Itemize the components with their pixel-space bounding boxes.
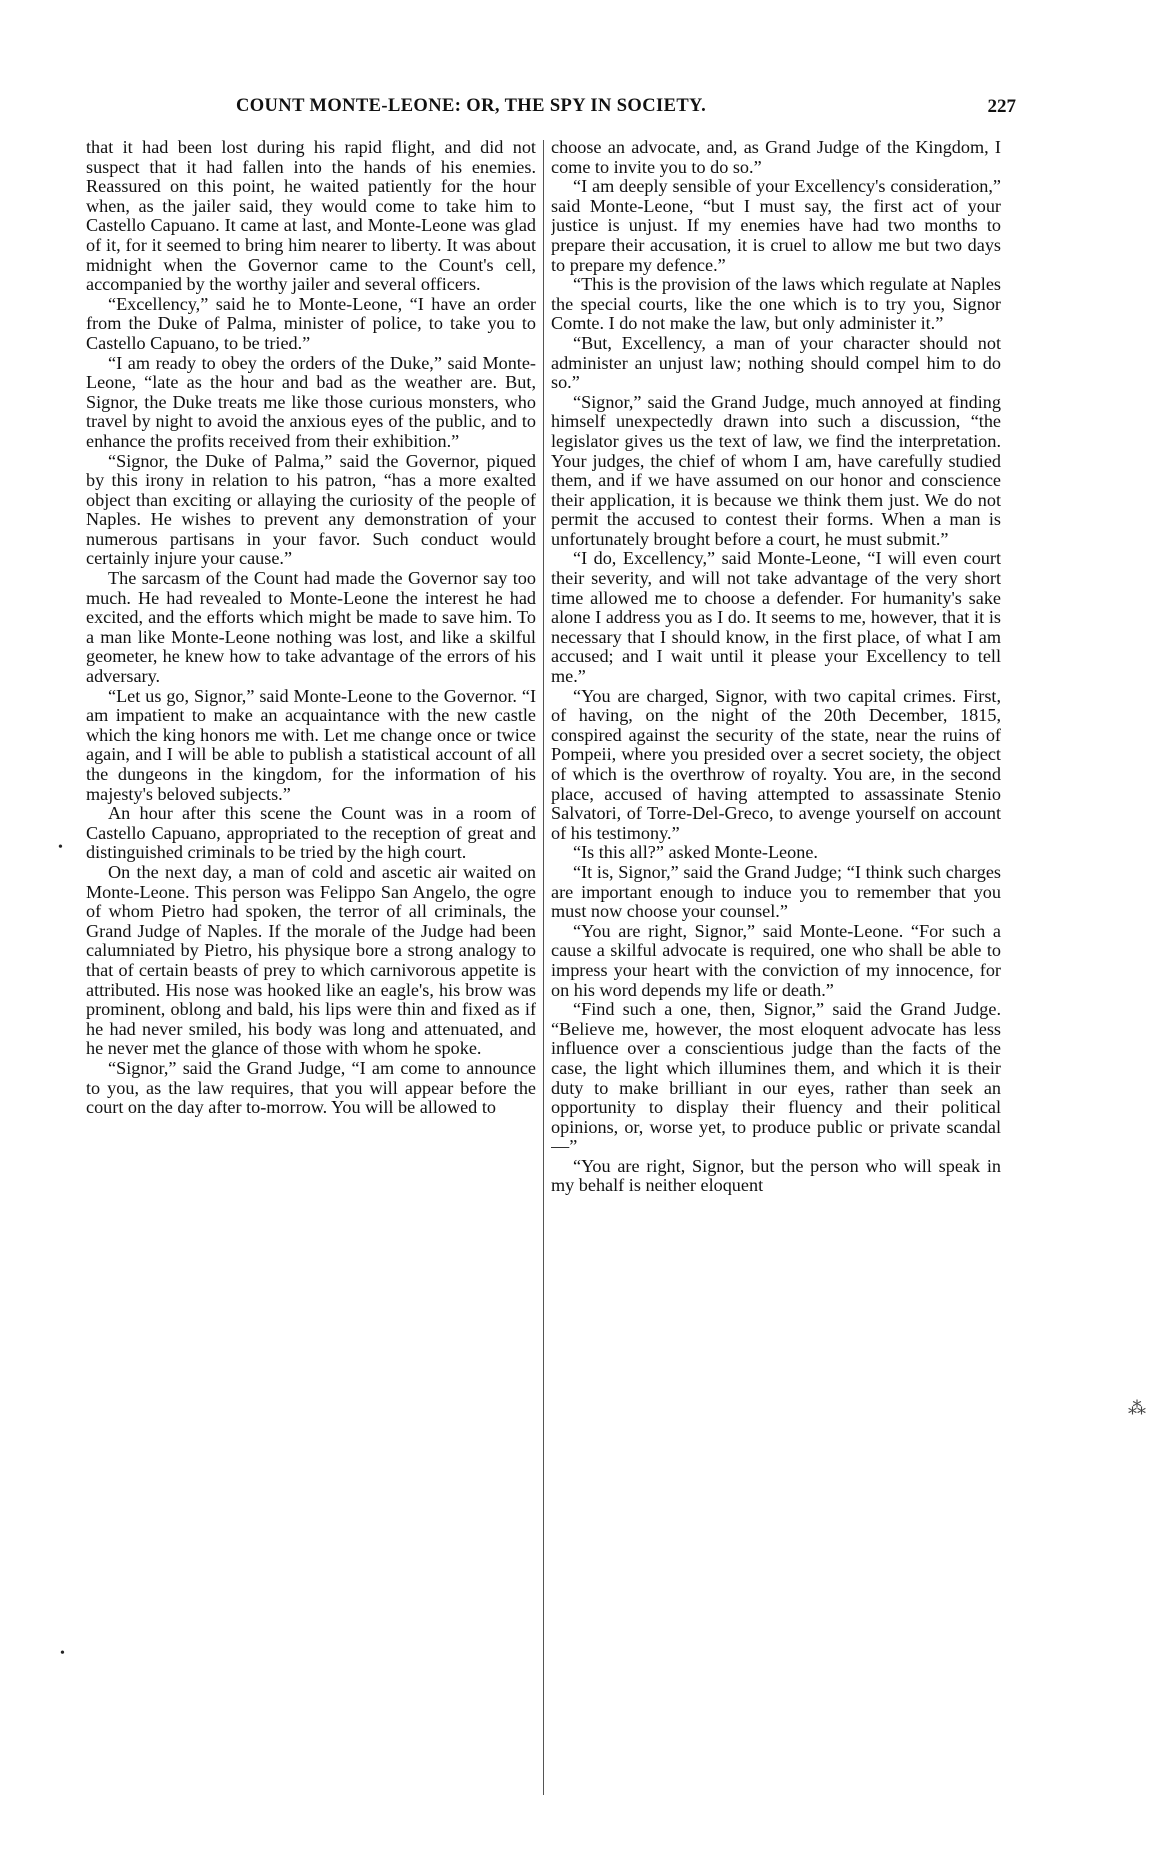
paragraph: “But, Excellency, a man of your character should not administer an unjust law; nothing should compel him to do so.” bbox=[551, 332, 1001, 393]
paragraph: “Signor,” said the Grand Judge, “I am come to announce to you, as the law requires, that you will appear before the court on the day after to-morrow. You will be allowed to bbox=[86, 1057, 536, 1118]
paragraph: “Excellency,” said he to Monte-Leone, “I have an order from the Duke of Palma, minister of police, to take you to Castello Capuano, to be tried.” bbox=[86, 293, 536, 353]
paragraph: “You are right, Signor, but the person who will speak in my behalf is neither eloquent bbox=[551, 1155, 1001, 1196]
paragraph: The sarcasm of the Count had made the Governor say too much. He had revealed to Monte-Leone the interest he had excited, and the efforts which might be made to save him. To a man like Monte-Leone nothing was lost, and like a skilful geometer, he knew how to take advantage of the errors of his adversary. bbox=[86, 568, 536, 687]
margin-mark: • bbox=[58, 840, 63, 855]
paragraph: “Let us go, Signor,” said Monte-Leone to the Governor. “I am impatient to make an acquaintance with the new castle which the king honors me with. Let me change once or twice again, and I will be able to publish a statistical account of all the dungeons in the kingdom, for the information of his majesty's beloved subjects.” bbox=[86, 685, 536, 804]
paragraph: On the next day, a man of cold and ascetic air waited on Monte-Leone. This person was Felippo San Angelo, the ogre of whom Pietro had spoken, the terror of all criminals, the Grand Judge of Naples. If the morale of the Judge had been calumniated by Pietro, his physique bore a strong analogy to that of certain beasts of prey to which carnivorous appetite is attributed. His nose was hooked like an eagle's, his brow was prominent, oblong and bald, his lips were thin and fixed as if he had never smiled, his body was long and attenuated, and he never met the glance of those with whom he spoke. bbox=[86, 861, 536, 1059]
left-column bbox=[86, 138, 536, 1818]
page-number: 227 bbox=[987, 96, 1016, 117]
right-column bbox=[551, 138, 1001, 1818]
column-divider bbox=[543, 140, 544, 1795]
paragraph: that it had been lost during his rapid flight, and did not suspect that it had fallen into the hands of his enemies. Reassured on this point, he waited patiently for the hour when, as the jailer said, they would come to take him to Castello Capuano. It came at last, and Monte-Leone was glad of it, for it seemed to bring him nearer to liberty. It was about midnight when the Governor came to the Count's cell, accompanied by the worthy jailer and several officers. bbox=[86, 138, 536, 295]
margin-mark: • bbox=[60, 1646, 65, 1661]
paragraph: “This is the provision of the laws which regulate at Naples the special courts, like the one which is to try you, Signor Comte. I do not make the law, but only administer it.” bbox=[551, 274, 1001, 334]
paragraph: “Signor,” said the Grand Judge, much annoyed at finding himself unexpectedly drawn into such a discussion, “the legislator gives us the text of law, we find the interpretation. Your judges, the chief of whom I am, have carefully studied them, and if we have assumed on our honor and conscience their application, it is because we think them just. We do not permit the accused to contest their forms. When a man is unfortunately brought before a court, he must submit.” bbox=[551, 391, 1001, 549]
running-title: COUNT MONTE-LEONE: OR, THE SPY IN SOCIETY. bbox=[236, 96, 707, 116]
ink-smudge: ⁂ bbox=[1128, 1398, 1146, 1418]
paragraph: “I am ready to obey the orders of the Duke,” said Monte-Leone, “late as the hour and bad as the weather are. But, Signor, the Duke treats me like those curious monsters, who travel by night to avoid the anxious eyes of the public, and to enhance the profits received from their exhibition.” bbox=[86, 352, 536, 451]
paragraph: “You are right, Signor,” said Monte-Leone. “For such a cause a skilful advocate is required, one who shall be able to impress your heart with the conviction of my innocence, for on his word depends my life or death.” bbox=[551, 920, 1001, 1000]
paragraph: “It is, Signor,” said the Grand Judge; “I think such charges are important enough to induce you to remember that you must now choose your counsel.” bbox=[551, 861, 1001, 922]
paragraph: “You are charged, Signor, with two capital crimes. First, of having, on the night of the 20th December, 1815, conspired against the security of the state, near the ruins of Pompeii, where you presided over a secret society, the object of which is the overthrow of royalty. You are, in the second place, accused of having attempted to assassinate Stenio Salvatori, of Torre-Del-Greco, to avenge yourself on account of his testimony.” bbox=[551, 685, 1001, 843]
running-header bbox=[86, 96, 1016, 126]
paragraph: “Find such a one, then, Signor,” said the Grand Judge. “Believe me, however, the most eloquent advocate has less influence over a conscientious judge than the facts of the case, the light which illumines them, and which it is their duty to make brilliant in our eyes, rather than seek an opportunity to display their fluency and their political opinions, or, worse yet, to produce public or private scandal—” bbox=[551, 999, 1001, 1157]
paragraph: “I do, Excellency,” said Monte-Leone, “I will even court their severity, and will not take advantage of the very short time allowed me to choose a defender. For humanity's sake alone I address you as I do. It seems to me, however, that it is necessary that I should know, in the first place, of what I am accused; and I wait until it please your Excellency to tell me.” bbox=[551, 548, 1001, 687]
paragraph: “I am deeply sensible of your Excellency's consideration,” said Monte-Leone, “but I must say, the first act of your justice is unjust. If my enemies have had two months to prepare their accusation, it is cruel to allow me but two days to prepare my defence.” bbox=[551, 176, 1001, 275]
paragraph: “Is this all?” asked Monte-Leone. bbox=[573, 842, 818, 863]
paragraph: choose an advocate, and, as Grand Judge of the Kingdom, I come to invite you to do so.” bbox=[551, 138, 1001, 177]
paragraph: An hour after this scene the Count was in a room of Castello Capuano, appropriated to the reception of great and distinguished criminals to be tried by the high court. bbox=[86, 803, 536, 863]
paragraph: “Signor, the Duke of Palma,” said the Governor, piqued by this irony in relation to his patron, “has a more exalted object than exciting or allaying the curiosity of the people of Naples. He wishes to prevent any demonstration of your numerous partisans in your favor. Such conduct would certainly injure your cause.” bbox=[86, 450, 536, 569]
